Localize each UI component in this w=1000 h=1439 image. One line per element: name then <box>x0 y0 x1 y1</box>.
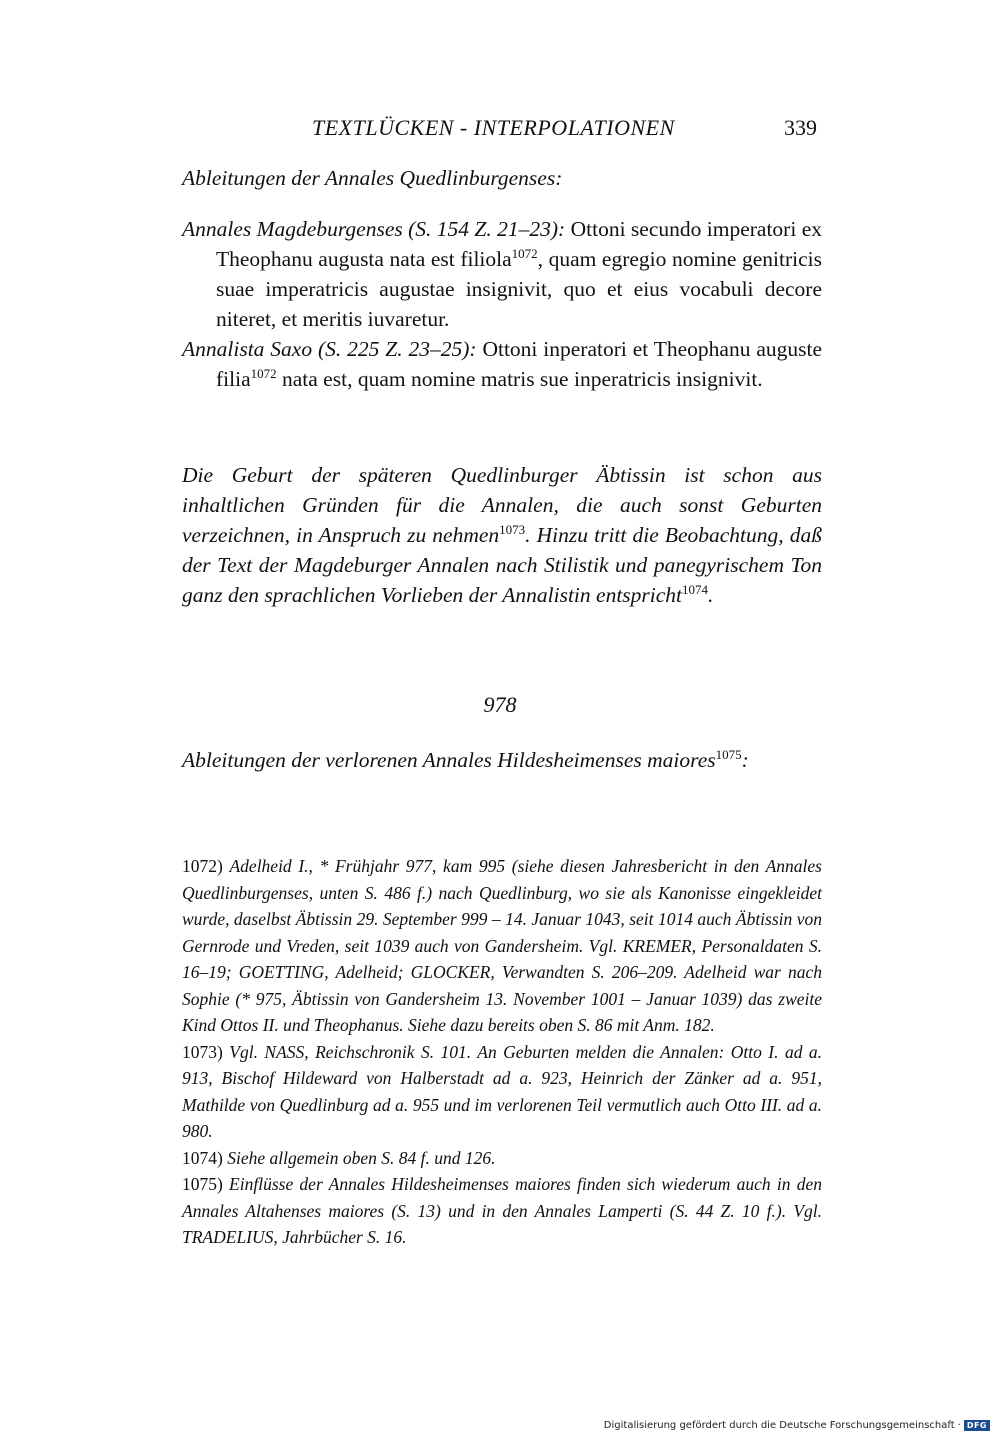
entry-annales-magdeburgenses <box>182 214 822 334</box>
footnote-number: 1074) <box>182 1147 223 1168</box>
paragraph-text: . Hinzu tritt die Beobachtung, daß der Text der Magdeburger Annalen nach Stilistik und panegyrischem Ton ganz den sprachlichen Vorlieben der Annalistin entspricht <box>182 523 822 607</box>
year-heading: 978 <box>483 692 517 717</box>
footnote-ref[interactable]: 1072 <box>250 365 277 381</box>
entry-text: , quam egregio nomine genitricis suae imperatricis augustae insignivit, quo et eius vocabuli decore niteret, et meritis iuvaretur. <box>216 247 823 331</box>
digitization-note: Digitalisierung gefördert durch die Deutsche Forschungsgemeinschaft <box>603 1420 955 1431</box>
footnote-ref[interactable]: 1073 <box>499 521 526 537</box>
heading-suffix: : <box>741 748 749 772</box>
heading-text: Ableitungen der verlorenen Annales Hildesheimenses maiores <box>182 748 716 772</box>
page-number: 339 <box>784 115 817 140</box>
footnote-1073 <box>182 1039 822 1145</box>
entry-source: Annalista Saxo (S. 225 Z. 23–25): <box>182 337 477 361</box>
derivations-list <box>182 214 822 394</box>
entry-text: Ottoni secundo imperatori ex Theophanu augusta nata est filiola <box>216 217 822 271</box>
dfg-logo: DFG <box>964 1420 990 1431</box>
footnote-ref[interactable]: 1072 <box>511 245 538 261</box>
footnote-ref[interactable]: 1074 <box>682 581 709 597</box>
footnote-number: 1073) <box>182 1041 223 1062</box>
commentary-paragraph <box>182 460 822 610</box>
footnote-1074 <box>182 1145 822 1172</box>
footnote-text: Vgl. NASS, Reichschronik S. 101. An Geburten melden die Annalen: Otto I. ad a. 913, Bischof Hildeward von Halberstadt ad a. 923, Heinrich der Zänker ad a. 951, Mathilde von Quedlinburg ad a. 955 und im verlorenen Teil vermutlich auch Otto III. ad a. 980. <box>182 1041 823 1141</box>
footnote-text: Einflüsse der Annales Hildesheimenses maiores finden sich wiederum auch in den Annales Altahenses maiores (S. 13) und in den Annales Lamperti (S. 44 Z. 10 f.). Vgl. TRADELIUS, Jahrbücher S. 16. <box>182 1174 822 1247</box>
entry-annalista-saxo <box>182 334 822 394</box>
footnote-text: Siehe allgemein oben S. 84 f. und 126. <box>227 1147 496 1168</box>
footnotes <box>182 853 822 1251</box>
running-title: TEXTLÜCKEN - INTERPOLATIONEN <box>312 115 675 140</box>
paragraph-text: . <box>708 583 714 607</box>
footnote-1072 <box>182 853 822 1039</box>
paragraph-text: Die Geburt der späteren Quedlinburger Äbtissin ist schon aus inhaltlichen Gründen für die Annalen, die auch sonst Geburten verzeichnen, in Anspruch zu nehmen <box>182 463 822 547</box>
entry-source: Annales Magdeburgenses (S. 154 Z. 21–23): <box>182 217 566 241</box>
separator: · <box>957 1420 961 1431</box>
footnote-ref[interactable]: 1075 <box>715 746 742 762</box>
section-heading-quedlinburgenses: Ableitungen der Annales Quedlinburgenses: <box>182 166 563 190</box>
section-heading-hildesheimenses <box>182 748 749 773</box>
footnote-text: Adelheid I., * Frühjahr 977, kam 995 (siehe diesen Jahresbericht in den Annales Quedlinburgenses, unten S. 486 f.) nach Quedlinburg, wo sie als Kanonisse eingekleidet wurde, daselbst Äbtissin 29. September 999 – 14. Januar 1043, seit 1014 auch Äbtissin von Gernrode und Vreden, seit 1039 auch von Gandersheim. Vgl. KREMER, Personaldaten S. 16–19; GOETTING, Adelheid; GLOCKER, Verwandten S. 206–209. Adelheid war nach Sophie (* 975, Äbtissin von Gandersheim 13. November 1001 – Januar 1039) das zweite Kind Ottos II. und Theophanus. Siehe dazu bereits oben S. 86 mit Anm. 182. <box>182 856 822 1035</box>
footnote-number: 1075) <box>182 1174 223 1194</box>
digitization-credit <box>604 1420 990 1431</box>
footnote-number: 1072) <box>182 856 223 876</box>
entry-text: Ottoni inperatori et Theophanu auguste filia <box>216 337 823 391</box>
entry-text: nata est, quam nomine matris sue inperatricis insignivit. <box>276 367 763 391</box>
footnote-1075 <box>182 1171 822 1251</box>
